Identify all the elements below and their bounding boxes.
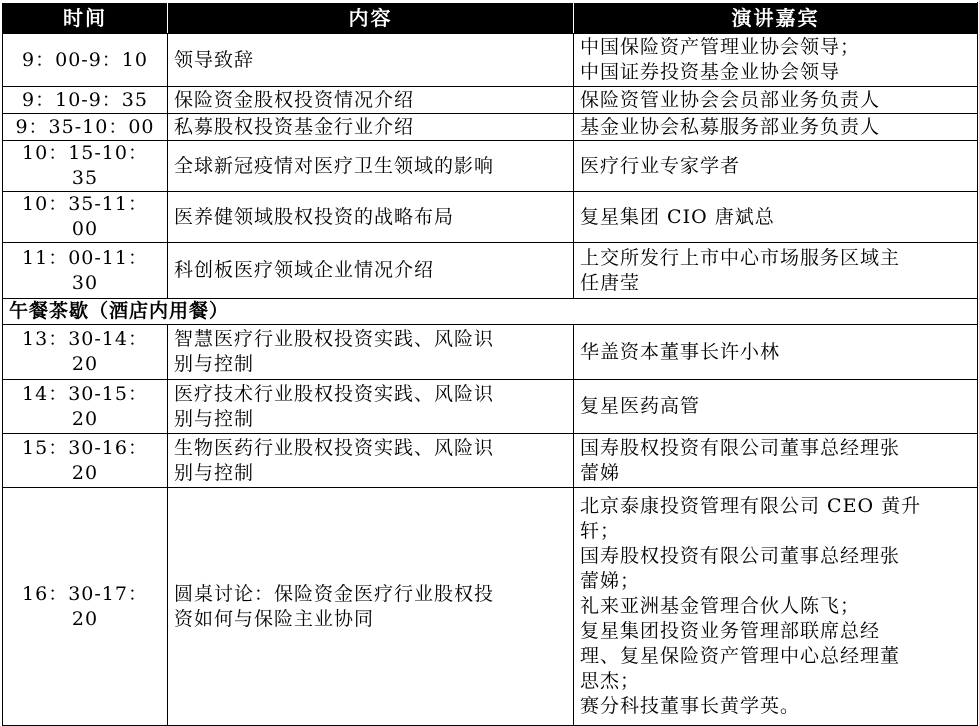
- speaker-line: 复星集团投资业务管理部联席总经: [580, 620, 881, 642]
- speaker-cell: [574, 34, 978, 87]
- speaker-cell: [574, 325, 978, 380]
- speaker-cell: [574, 192, 978, 243]
- speaker-line: 礼来亚洲基金管理合伙人陈飞；: [580, 595, 861, 617]
- speaker-line: 中国证券投资基金业协会领导: [580, 61, 841, 83]
- speaker-line: 理、复星保险资产管理中心总经理董: [580, 645, 901, 667]
- time-cell: 10：15-10：35: [3, 141, 168, 192]
- content-line: 科创板医疗领域企业情况介绍: [174, 259, 435, 281]
- speaker-line: 复星集团 CIO 唐斌总: [580, 205, 775, 228]
- speaker-line: 蕾娣: [580, 461, 621, 484]
- content-line: 别与控制: [174, 461, 255, 484]
- content-cell: [168, 488, 574, 726]
- content-cell: [168, 141, 574, 192]
- time-cell: 16：30-17：20: [3, 488, 168, 726]
- speaker-cell: [574, 243, 978, 299]
- speaker-line: 北京泰康投资管理有限公司 CEO 黄升: [580, 495, 922, 517]
- speaker-cell: [574, 114, 978, 141]
- table-row: [3, 192, 978, 243]
- content-line: 医养健领域股权投资的战略布局: [174, 205, 455, 228]
- content-line: 保险资金股权投资情况介绍: [174, 88, 415, 111]
- content-cell: [168, 325, 574, 380]
- speaker-cell: [574, 87, 978, 114]
- content-cell: [168, 434, 574, 488]
- content-line: 资如何与保险主业协同: [174, 607, 375, 630]
- speaker-line: 国寿股权投资有限公司董事总经理张: [580, 545, 901, 567]
- content-line: 领导致辞: [174, 48, 255, 71]
- speaker-cell: [574, 380, 978, 434]
- content-line: 智慧医疗行业股权投资实践、风险识: [174, 328, 495, 350]
- table-row: [3, 141, 978, 192]
- speaker-line: 赛分科技董事长黄学英。: [580, 695, 801, 717]
- content-line: 全球新冠疫情对医疗卫生领域的影响: [174, 154, 495, 177]
- speaker-line: 上交所发行上市中心市场服务区域主: [580, 246, 901, 269]
- content-cell: [168, 87, 574, 114]
- speaker-cell: [574, 141, 978, 192]
- content-line: 圆桌讨论：保险资金医疗行业股权投: [174, 582, 495, 605]
- table-row: [3, 114, 978, 141]
- speaker-line: 任唐莹: [580, 271, 641, 294]
- agenda-table: [2, 2, 978, 726]
- time-cell: 9：00-9：10: [3, 34, 168, 87]
- header-speakers: 演讲嘉宾: [574, 3, 978, 34]
- content-cell: [168, 192, 574, 243]
- speaker-line: 保险资管业协会会员部业务负责人: [580, 88, 881, 111]
- speaker-line: 轩；: [580, 520, 621, 542]
- content-line: 生物医药行业股权投资实践、风险识: [174, 436, 495, 459]
- time-cell: 9：10-9：35: [3, 87, 168, 114]
- speaker-line: 国寿股权投资有限公司董事总经理张: [580, 436, 901, 459]
- table-row: [3, 434, 978, 488]
- break-row: [3, 299, 978, 325]
- lunch-break-label: 午餐茶歇（酒店内用餐）: [3, 299, 978, 325]
- speaker-line: 中国保险资产管理业协会领导；: [580, 36, 861, 58]
- time-cell: 10：35-11：00: [3, 192, 168, 243]
- table-row: [3, 87, 978, 114]
- content-cell: [168, 243, 574, 299]
- table-row: [3, 34, 978, 87]
- time-cell: 15：30-16：20: [3, 434, 168, 488]
- content-line: 私募股权投资基金行业介绍: [174, 115, 415, 138]
- speaker-line: 华盖资本董事长许小林: [580, 340, 781, 363]
- content-line: 别与控制: [174, 353, 255, 375]
- table-row: [3, 243, 978, 299]
- speaker-line: 复星医药高管: [580, 395, 701, 417]
- speaker-cell: [574, 434, 978, 488]
- speaker-line: 思杰；: [580, 670, 641, 692]
- content-cell: [168, 114, 574, 141]
- speaker-cell: [574, 488, 978, 726]
- content-cell: [168, 380, 574, 434]
- header-row: [3, 3, 978, 34]
- speaker-line: 基金业协会私募服务部业务负责人: [580, 115, 881, 138]
- time-cell: 11：00-11：30: [3, 243, 168, 299]
- time-cell: 13：30-14：20: [3, 325, 168, 380]
- speaker-line: 蕾娣；: [580, 570, 641, 592]
- time-cell: 14：30-15：20: [3, 380, 168, 434]
- table-row: [3, 380, 978, 434]
- content-line: 别与控制: [174, 407, 255, 430]
- header-time: 时间: [3, 3, 168, 34]
- content-line: 医疗技术行业股权投资实践、风险识: [174, 382, 495, 405]
- content-cell: [168, 34, 574, 87]
- speaker-line: 医疗行业专家学者: [580, 154, 741, 177]
- time-cell: 9：35-10：00: [3, 114, 168, 141]
- table-row: [3, 488, 978, 726]
- header-content: 内容: [168, 3, 574, 34]
- table-row: [3, 325, 978, 380]
